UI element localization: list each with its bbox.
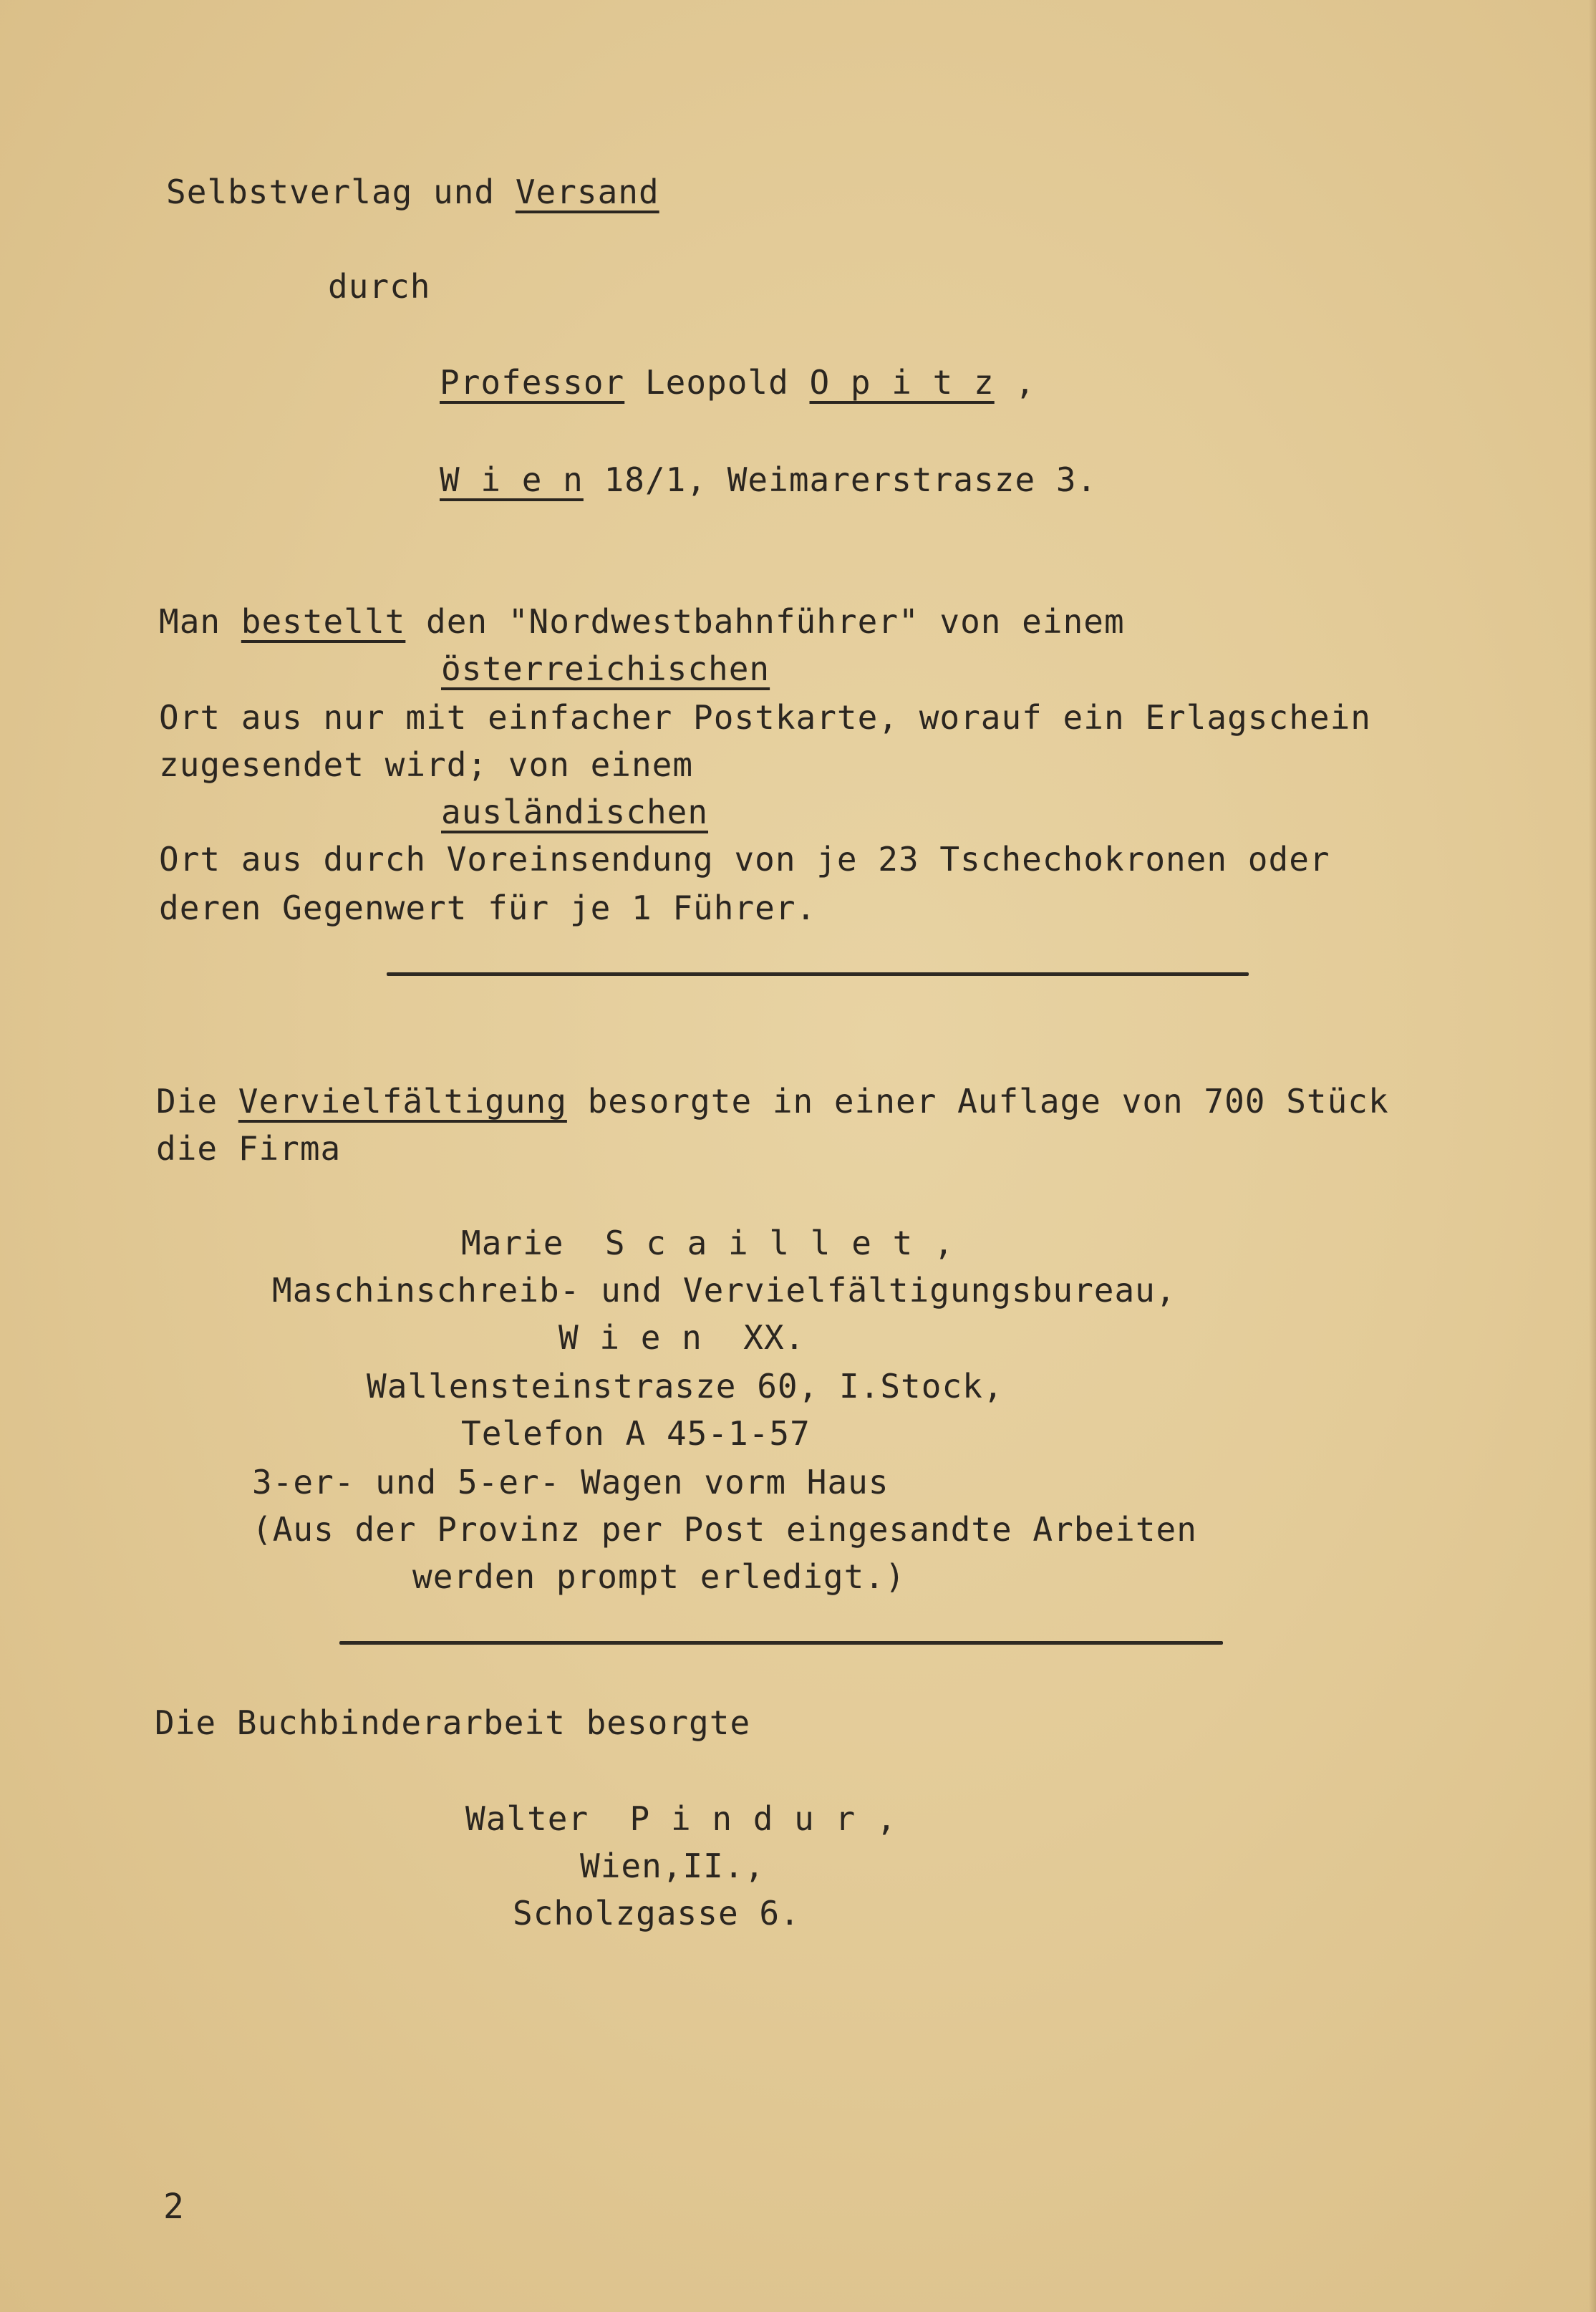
bestellt-underlined: bestellt (241, 602, 406, 641)
vervielfaeltigung-underlined: Vervielfältigung (238, 1082, 567, 1121)
surname-underlined: O p i t z (809, 363, 995, 402)
austrian-underlined: österreichischen (441, 649, 770, 688)
versand-underlined: Versand (515, 173, 659, 211)
duplication-text: besorgte in einer Auflage von 700 Stück (566, 1082, 1389, 1121)
ordering-line-7: deren Gegenwert für je 1 Führer. (159, 889, 817, 927)
foreign-underlined: ausländischen (441, 793, 709, 831)
duplication-line-2: die Firma (156, 1129, 342, 1168)
ordering-line-2 (441, 647, 770, 690)
firm-name: Marie S c a i l l e t , (461, 1224, 954, 1262)
city-underlined: W i e n (440, 460, 584, 499)
ordering-text: den "Nordwestbahnführer" von einem (405, 602, 1125, 641)
firm-street: Wallensteinstrasze 60, I.Stock, (367, 1367, 1004, 1406)
street-address: 18/1, Weimarerstrasze 3. (583, 460, 1098, 499)
firm-telephone: Telefon A 45-1-57 (461, 1414, 811, 1453)
ordering-line-4: zugesendet wird; von einem (159, 745, 694, 784)
divider-rule-1 (387, 972, 1249, 976)
binder-name: Walter P i n d u r , (465, 1799, 897, 1838)
page-edge-shadow (1589, 0, 1596, 2312)
firm-transport: 3-er- und 5-er- Wagen vorm Haus (252, 1463, 889, 1501)
punctuation: , (994, 363, 1036, 402)
publisher-line-3 (440, 361, 1035, 404)
divider-rule-2 (339, 1641, 1223, 1645)
firm-city: W i e n XX. (558, 1318, 806, 1357)
ordering-line-1 (159, 600, 1125, 643)
bookbinding-line: Die Buchbinderarbeit besorgte (155, 1703, 751, 1742)
publisher-address (440, 458, 1097, 501)
publisher-line-2: durch (328, 267, 431, 306)
firm-note-2: werden prompt erledigt.) (412, 1557, 906, 1596)
ordering-line-3: Ort aus nur mit einfacher Postkarte, worauf ein Erlagschein (159, 698, 1371, 737)
ordering-line-6: Ort aus durch Voreinsendung von je 23 Tschechokronen oder (159, 840, 1330, 879)
publisher-text: Selbstverlag und (166, 173, 516, 211)
duplication-text: Die (156, 1082, 238, 1121)
binder-city: Wien,II., (580, 1847, 765, 1885)
duplication-line-1 (156, 1080, 1389, 1123)
ordering-line-5 (441, 790, 708, 833)
page-number: 2 (163, 2187, 184, 2227)
publisher-line-1 (166, 170, 659, 213)
binder-street: Scholzgasse 6. (513, 1894, 801, 1933)
firm-business: Maschinschreib- und Vervielfältigungsbureau, (272, 1271, 1176, 1310)
ordering-text: Man (159, 602, 241, 641)
first-name: Leopold (624, 363, 810, 402)
professor-underlined: Professor (440, 363, 625, 402)
firm-note-1: (Aus der Provinz per Post eingesandte Arbeiten (252, 1510, 1197, 1549)
